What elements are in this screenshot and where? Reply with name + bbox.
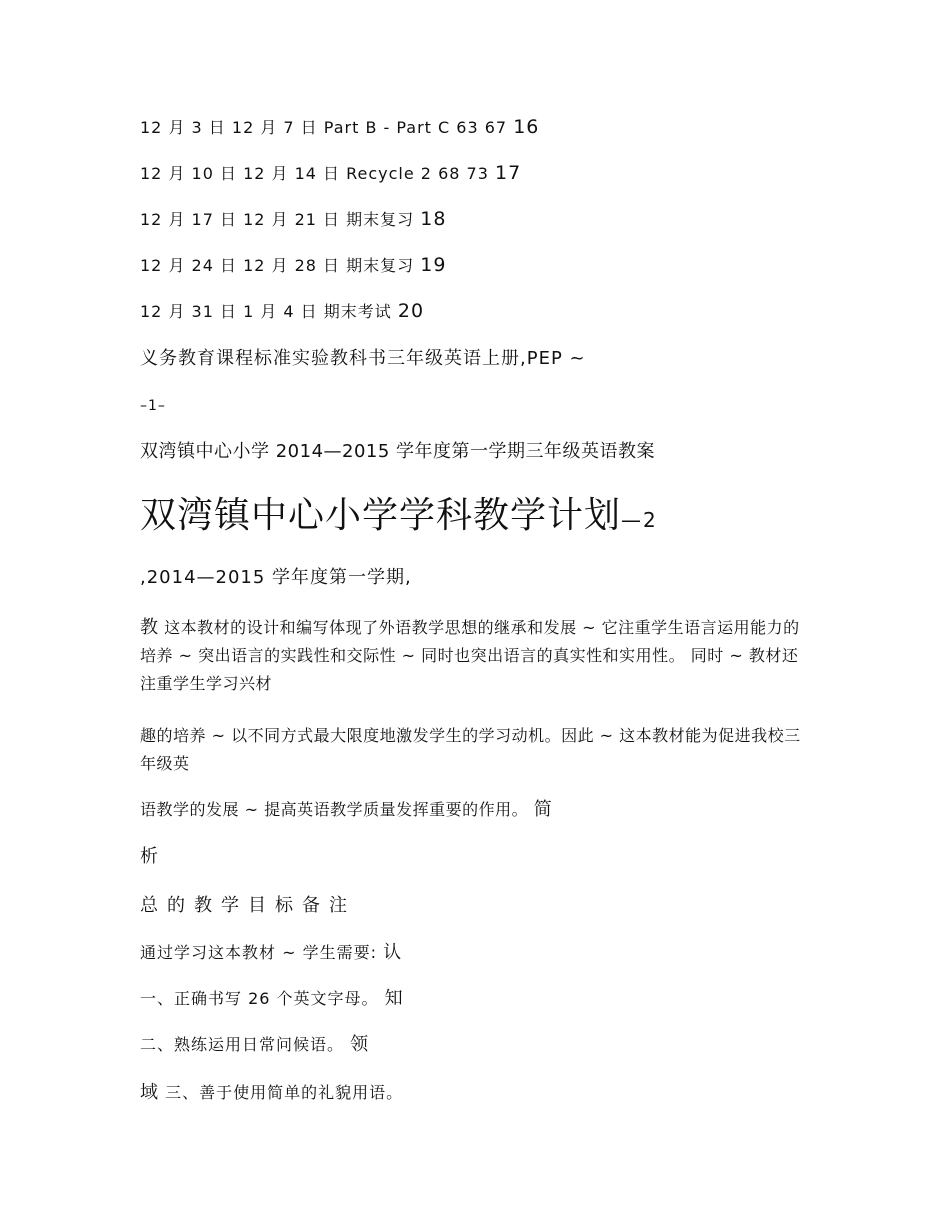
analysis-paragraph [140, 614, 810, 698]
analysis-paragraph [140, 796, 810, 824]
goal-item [140, 989, 404, 1009]
goal-item [140, 1035, 369, 1055]
schedule-row [140, 209, 446, 230]
schedule-week: 17 [494, 162, 522, 184]
schedule-week: 16 [513, 116, 540, 138]
side-label: 析 [140, 846, 159, 867]
goal-text: 二、熟练运用日常问候语。 [140, 1035, 345, 1054]
schedule-dates: 12 月 10 日 12 月 14 日 Recycle 2 68 73 [140, 164, 489, 183]
school-header: 双湾镇中心小学 2014—2015 学年度第一学期三年级英语教案 [140, 441, 656, 462]
schedule-dates: 12 月 24 日 12 月 28 日 期末复习 [140, 256, 415, 275]
page-title-main: 双湾镇中心小学学科教学计划 [140, 495, 622, 536]
goals-intro-text: 通过学习这本教材 ~ 学生需要: [140, 943, 384, 962]
side-label: 认 [383, 942, 403, 963]
goal-item [140, 1083, 403, 1103]
page-number: –1– [140, 398, 166, 414]
analysis-paragraph [140, 722, 810, 778]
side-label: 简 [533, 799, 553, 820]
schedule-dates: 12 月 3 日 12 月 7 日 Part B - Part C 63 67 [140, 118, 508, 137]
side-label: 领 [350, 1034, 370, 1055]
schedule-row [140, 255, 446, 276]
page-title [140, 494, 658, 542]
goal-text: 三、善于使用简单的礼貌用语。 [165, 1083, 404, 1102]
goals-heading: 总的教学目标备注 [140, 895, 356, 916]
schedule-week: 19 [420, 254, 447, 276]
page-title-suffix: —2 [621, 508, 658, 532]
schedule-row [140, 117, 539, 138]
analysis-text: 语教学的发展 ~ 提高英语教学质量发挥重要的作用。 [140, 800, 529, 819]
side-label: 知 [384, 988, 404, 1009]
textbook-name: 义务教育课程标准实验教科书三年级英语上册,PEP ~ [140, 348, 586, 369]
schedule-week: 18 [420, 208, 447, 230]
schedule-week: 20 [397, 300, 425, 322]
schedule-row [140, 301, 424, 322]
side-label: 域 [140, 1082, 159, 1103]
schedule-dates: 12 月 31 日 1 月 4 日 期末考试 [140, 302, 392, 321]
schedule-dates: 12 月 17 日 12 月 21 日 期末复习 [140, 210, 415, 229]
analysis-text: 趣的培养 ~ 以不同方式最大限度地激发学生的学习动机。因此 ~ 这本教材能为促进我校三年级英 [140, 726, 801, 773]
schedule-row [140, 163, 521, 184]
side-label: 教 [140, 617, 159, 638]
goal-text: 一、正确书写 26 个英文字母。 [140, 989, 379, 1008]
analysis-text: 这本教材的设计和编写体现了外语教学思想的继承和发展 ~ 它注重学生语言运用能力的培养 ~ 突出语言的实践性和交际性 ~ 同时也突出语言的真实性和实用性。 同时 ~ 教材还注重学生学习兴材 [140, 618, 800, 693]
term-label: ,2014—2015 学年度第一学期, [140, 567, 412, 588]
goals-intro [140, 943, 402, 963]
